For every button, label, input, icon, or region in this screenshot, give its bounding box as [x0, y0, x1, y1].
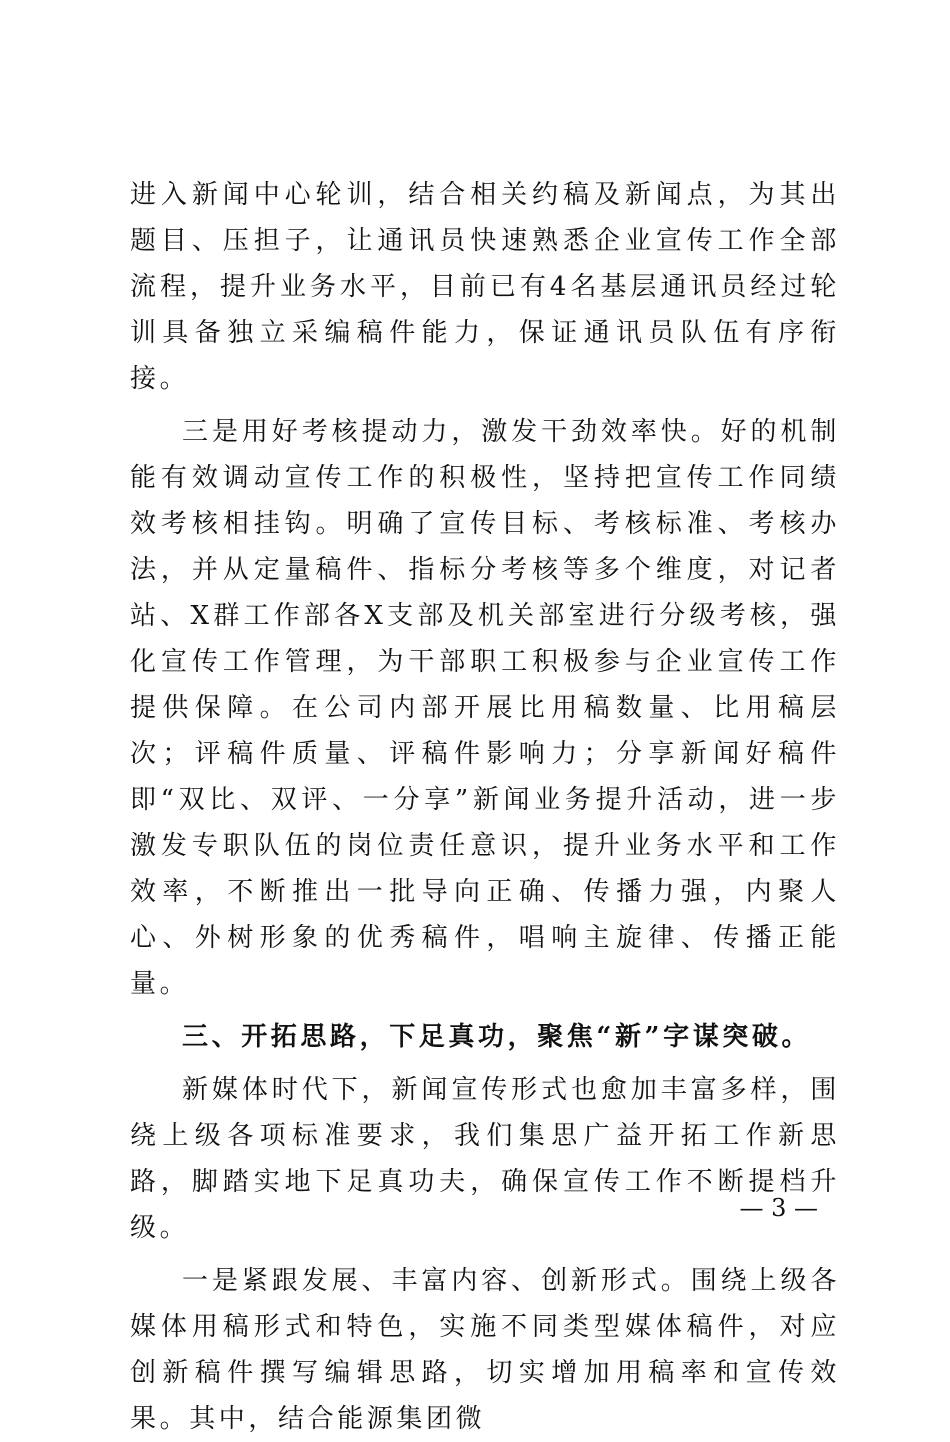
paragraph-new-media-intro: 新媒体时代下，新闻宣传形式也愈加丰富多样，围绕上级各项标准要求，我们集思广益开拓工作新思路，脚踏实地下足真功夫，确保宣传工作不断提档升级。 — [130, 1075, 840, 1243]
page-number: — 3 — — [739, 1194, 818, 1222]
page-body — [130, 172, 840, 1442]
paragraph-continuation: 进入新闻中心轮训，结合相关约稿及新闻点，为其出题目、压担子，让通讯员快速熟悉企业宣传工作全部流程，提升业务水平，目前已有4名基层通讯员经过轮训具备独立采编稿件能力，保证通讯员队伍有序衔接。 — [130, 180, 840, 394]
section-heading-three: 三、开拓思路，下足真功，聚焦“新”字谋突破。 — [182, 1022, 812, 1052]
paragraph-assessment-motivation: 三是用好考核提动力，激发干劲效率快。好的机制能有效调动宣传工作的积极性，坚持把宣传工作同绩效考核相挂钩。明确了宣传目标、考核标准、考核办法，并从定量稿件、指标分考核等多个维度，对记者站、X群工作部各X支部及机关部室进行分级考核，强化宣传工作管理，为干部职工积极参与企业宣传工作提供保障。在公司内部开展比用稿数量、比用稿层次；评稿件质量、评稿件影响力；分享新闻好稿件即“双比、双评、一分享”新闻业务提升活动，进一步激发专职队伍的岗位责任意识，提升业务水平和工作效率，不断推出一批导向正确、传播力强，内聚人心、外树形象的优秀稿件，唱响主旋律、传播正能量。 — [130, 417, 840, 999]
paragraph-keep-pace-development: 一是紧跟发展、丰富内容、创新形式。围绕上级各媒体用稿形式和特色，实施不同类型媒体稿件，对应创新稿件撰写编辑思路，切实增加用稿率和宣传效果。其中，结合能源集团微 — [130, 1266, 840, 1434]
